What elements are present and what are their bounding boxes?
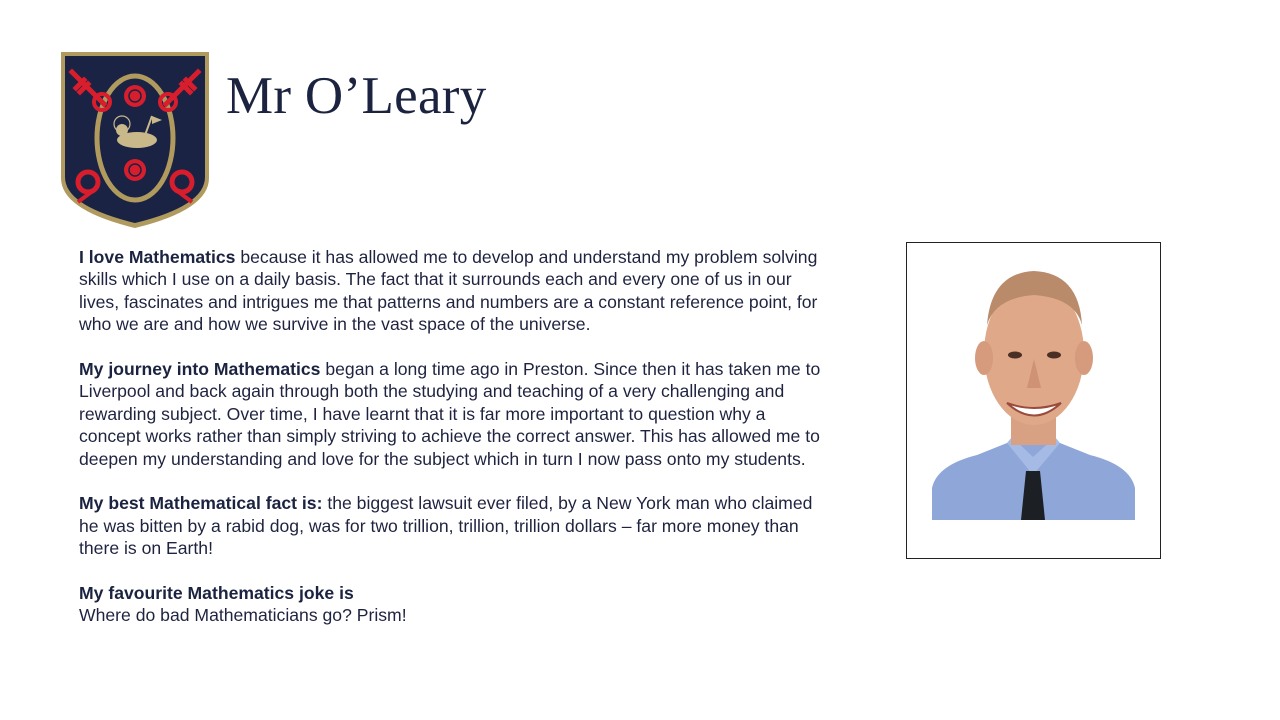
page-title: Mr O’Leary bbox=[226, 67, 487, 125]
paragraph-body: Where do bad Mathematicians go? Prism! bbox=[79, 605, 407, 626]
paragraph-body: because it has allowed me to develop and understand my problem solving skills which I use on a daily basis. The fact that it surrounds each and every one of us in our lives, fascinates and intrigues me that patterns and numbers are a constant reference point, for who we are and how we survive in the vast space of the universe. bbox=[79, 247, 818, 335]
paragraph-joke bbox=[79, 582, 824, 627]
paragraph-fact bbox=[79, 492, 824, 559]
paragraph-lead: My best Mathematical fact is: bbox=[79, 493, 323, 514]
bio-text bbox=[79, 246, 824, 627]
teacher-portrait-icon bbox=[907, 243, 1160, 558]
paragraph-love-maths bbox=[79, 246, 824, 336]
paragraph-lead: My journey into Mathematics bbox=[79, 359, 321, 380]
paragraph-body: the biggest lawsuit ever filed, by a New York man who claimed he was bitten by a rabid dog, was for two trillion, trillion, trillion dollars – far more money than there is on Earth! bbox=[79, 493, 813, 559]
paragraph-lead: I love Mathematics bbox=[79, 247, 236, 267]
school-crest-icon bbox=[58, 50, 212, 230]
paragraph-lead: My favourite Mathematics joke is bbox=[79, 583, 354, 604]
paragraph-journey bbox=[79, 358, 824, 470]
paragraph-body: began a long time ago in Preston. Since then it has taken me to Liverpool and back again through both the studying and teaching of a very challenging and rewarding subject. Over time, I have learnt that it is far more important to question why a concept works rather than simply striving to achieve the correct answer. This has allowed me to deepen my understanding and love for the subject which in turn I now pass onto my students. bbox=[79, 359, 821, 469]
teacher-photo bbox=[906, 242, 1161, 559]
school-crest bbox=[58, 50, 212, 230]
